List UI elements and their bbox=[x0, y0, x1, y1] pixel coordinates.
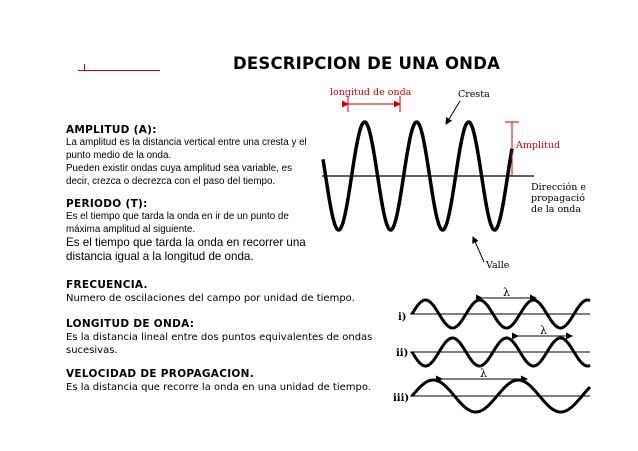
secondary-wave-diagram bbox=[393, 286, 590, 412]
crest-arrow bbox=[446, 101, 460, 124]
periodo-emphasis-line: Es el tiempo que tarda la onda en recorrer una bbox=[66, 236, 306, 249]
wave-iii-label: iii) bbox=[393, 393, 410, 404]
trough-label: Valle bbox=[486, 260, 510, 271]
amplitud-line: punto medio de la onda. bbox=[66, 150, 172, 161]
lambda-label-ii: λ bbox=[540, 324, 547, 337]
amplitud-line: Pueden existir ondas cuya amplitud sea variable, es bbox=[66, 163, 293, 174]
trough-arrow bbox=[473, 237, 484, 262]
velocidad-line: Es la distancia que recorre la onda en una unidad de tiempo. bbox=[66, 382, 371, 393]
lambda-label-i: λ bbox=[503, 286, 510, 299]
velocidad-heading: VELOCIDAD DE PROPAGACION. bbox=[66, 368, 255, 380]
periodo-line: Es el tiempo que tarda la onda en ir de un punto de bbox=[66, 211, 289, 222]
lambda-label-iii: λ bbox=[480, 367, 487, 380]
frecuencia-heading: FRECUENCIA. bbox=[66, 279, 148, 291]
periodo-emphasis-line: distancia igual a la longitud de onda. bbox=[66, 249, 254, 263]
amplitud-line: decir, crezca o decrezca con el paso del tiempo. bbox=[66, 176, 276, 187]
direction-label-line: Dirección e bbox=[531, 182, 586, 193]
amplitude-label: Amplitud bbox=[516, 140, 561, 151]
direction-label-line: de la onda bbox=[531, 204, 582, 215]
wave-ii-label: ii) bbox=[396, 348, 409, 359]
longitud-line: sucesivas. bbox=[66, 345, 118, 356]
page-title: DESCRIPCION DE UNA ONDA bbox=[233, 54, 501, 73]
longitud-line: Es la distancia lineal entre dos puntos equivalentes de ondas bbox=[66, 332, 373, 343]
direction-label-line: propagació bbox=[531, 193, 585, 204]
periodo-line: máxima amplitud al siguiente. bbox=[66, 224, 196, 235]
wavelength-label: longitud de onda bbox=[330, 87, 412, 98]
amplitud-heading: AMPLITUD (A): bbox=[66, 124, 157, 136]
frecuencia-line: Numero de oscilaciones del campo por unidad de tiempo. bbox=[66, 293, 355, 304]
amplitud-line: La amplitud es la distancia vertical entre una cresta y el bbox=[66, 137, 307, 148]
periodo-heading: PERIODO (T): bbox=[66, 198, 148, 210]
longitud-heading: LONGITUD DE ONDA: bbox=[66, 318, 195, 330]
wave-i-label: i) bbox=[398, 312, 407, 323]
crest-label: Cresta bbox=[458, 89, 490, 100]
